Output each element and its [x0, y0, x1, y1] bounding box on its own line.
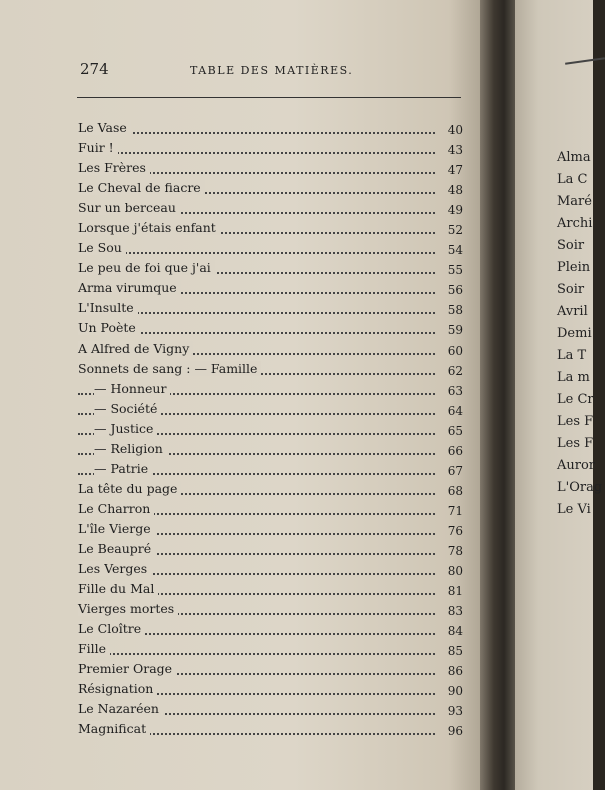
- toc-entry-page: 71: [447, 503, 463, 518]
- toc-entry: [78, 439, 463, 459]
- right-page: [515, 0, 603, 790]
- toc-entry-title: Fille: [78, 641, 110, 656]
- toc-entry-page: 65: [447, 423, 463, 438]
- toc-entry-page: 62: [447, 363, 463, 378]
- toc-entry-page: 58: [447, 303, 463, 318]
- toc-entry-title: Le Sou: [78, 240, 126, 255]
- toc-entry: [78, 379, 463, 399]
- toc-entry-page: 80: [447, 564, 463, 579]
- toc-entry-page: 86: [447, 664, 463, 679]
- toc-entry: [78, 519, 463, 539]
- toc-entry-title: Fille du Mal: [78, 581, 158, 596]
- toc-entry: [78, 459, 463, 479]
- toc-entry: [78, 158, 463, 178]
- toc-entry-title: Les Verges: [78, 561, 151, 576]
- toc-entry-title: Magnificat: [78, 721, 150, 736]
- right-page-entry: Plein: [557, 260, 591, 275]
- right-page-entry: Les F: [557, 414, 594, 429]
- toc-entry: [78, 399, 463, 419]
- toc-entry-title: — Société: [94, 401, 161, 416]
- toc-entry-title: — Patrie: [94, 461, 152, 476]
- right-page-entry: Soir: [557, 238, 585, 253]
- toc-entry: [78, 559, 463, 579]
- right-page-entry: Soir: [557, 282, 585, 297]
- toc-entry-page: 43: [447, 143, 463, 158]
- toc-entry-title: — Honneur: [94, 381, 170, 396]
- toc-entry-page: 48: [447, 183, 463, 198]
- right-page-entry: Le Vi: [557, 502, 591, 517]
- toc-entry-title: Un Poète: [78, 320, 140, 335]
- toc-entry: [78, 539, 463, 559]
- toc-entry-page: 52: [447, 223, 463, 238]
- toc-entry: [78, 258, 463, 278]
- toc-entry-title: Lorsque j'étais enfant: [78, 220, 220, 235]
- toc-entry-page: 96: [447, 724, 463, 739]
- toc-entry-page: 55: [447, 263, 463, 278]
- toc-entry: [78, 719, 463, 739]
- toc-entry: [78, 238, 463, 258]
- toc-entry-title: Sur un berceau: [78, 200, 180, 215]
- toc-entry-title: — Religion: [94, 441, 167, 456]
- toc-entry-title: Le Cloître: [78, 621, 145, 636]
- toc-entry: [78, 479, 463, 499]
- toc-entry: [78, 218, 463, 238]
- toc-entry-title: Premier Orage: [78, 661, 176, 676]
- toc-entry: [78, 318, 463, 338]
- toc-entry-page: 60: [447, 343, 463, 358]
- toc-entry-title: La tête du page: [78, 481, 181, 496]
- right-page-entry: L'Orag: [557, 480, 603, 495]
- toc-entry: [78, 639, 463, 659]
- right-page-entries: [557, 150, 602, 524]
- toc-entry-page: 40: [447, 123, 463, 137]
- running-title: TABLE DES MATIÈRES.: [190, 64, 354, 77]
- right-page-entry: Les F: [557, 436, 594, 451]
- toc-entry: [78, 499, 463, 519]
- toc-entry-page: 90: [447, 684, 463, 699]
- toc-entry: [78, 118, 463, 138]
- toc-entry: [78, 138, 463, 158]
- toc-entry-title: A Alfred de Vigny: [78, 341, 193, 356]
- toc-entry-title: Le Vase: [78, 120, 131, 135]
- toc-entry-title: Le Cheval de fiacre: [78, 180, 205, 195]
- toc-entry-title: Résignation: [78, 681, 157, 696]
- table-of-contents: [78, 118, 463, 739]
- toc-entry-page: 66: [447, 443, 463, 458]
- dot-leader: [78, 241, 435, 254]
- toc-entry-page: 67: [447, 463, 463, 478]
- toc-entry-title: Sonnets de sang : — Famille: [78, 361, 261, 376]
- toc-entry-page: 64: [447, 403, 463, 418]
- toc-entry-page: 68: [447, 483, 463, 498]
- toc-entry-title: Le Beaupré: [78, 541, 155, 556]
- toc-entry-page: 84: [447, 624, 463, 639]
- right-page-entry: Auror: [557, 458, 596, 473]
- right-page-entry: Maré: [557, 194, 592, 209]
- right-page-header-mark: [565, 57, 605, 65]
- toc-entry-page: 59: [447, 323, 463, 338]
- right-page-entry: La C: [557, 172, 588, 187]
- toc-entry: [78, 339, 463, 359]
- toc-entry-page: 76: [447, 523, 463, 538]
- toc-entry-page: 81: [447, 584, 463, 599]
- header-rule: [77, 97, 461, 98]
- toc-entry-page: 47: [447, 163, 463, 178]
- book-gutter: [480, 0, 520, 790]
- toc-entry: [78, 178, 463, 198]
- toc-entry-title: L'Insulte: [78, 300, 138, 315]
- toc-entry-page: 63: [447, 383, 463, 398]
- toc-entry-title: Le peu de foi que j'ai: [78, 260, 215, 275]
- toc-entry: [78, 579, 463, 599]
- right-page-entry: La m: [557, 370, 590, 385]
- dot-leader: [78, 121, 435, 134]
- toc-entry-page: 78: [447, 543, 463, 558]
- toc-entry: [78, 619, 463, 639]
- page-number: 274: [80, 60, 109, 78]
- right-page-entry: La T: [557, 348, 587, 363]
- toc-entry-page: 49: [447, 203, 463, 218]
- toc-entry-title: — Justice: [94, 421, 157, 436]
- toc-entry: [78, 699, 463, 719]
- toc-entry: [78, 419, 463, 439]
- toc-entry-title: Fuir !: [78, 140, 118, 155]
- toc-entry-title: L'île Vierge: [78, 521, 155, 536]
- toc-entry-title: Vierges mortes: [78, 601, 178, 616]
- dot-leader: [78, 141, 435, 154]
- right-page-entry: Alma: [557, 150, 591, 165]
- right-page-entry: Demi: [557, 326, 592, 341]
- toc-entry-title: Le Nazaréen: [78, 701, 163, 716]
- toc-entry-title: Le Charron: [78, 501, 154, 516]
- toc-entry: [78, 359, 463, 379]
- toc-entry: [78, 298, 463, 318]
- right-page-entry: Le Cr: [557, 392, 594, 407]
- toc-entry: [78, 679, 463, 699]
- toc-entry-page: 83: [447, 604, 463, 619]
- toc-entry-page: 54: [447, 243, 463, 258]
- page-header: [80, 60, 460, 82]
- toc-entry-page: 93: [447, 704, 463, 719]
- right-page-entry: Archi: [557, 216, 593, 231]
- toc-entry: [78, 278, 463, 298]
- toc-entry: [78, 198, 463, 218]
- toc-entry-page: 56: [447, 283, 463, 298]
- toc-entry: [78, 659, 463, 679]
- dot-leader: [78, 642, 435, 655]
- toc-entry-title: Arma virumque: [78, 280, 181, 295]
- toc-entry: [78, 599, 463, 619]
- toc-entry-page: 85: [447, 644, 463, 659]
- right-page-entry: Avril: [557, 304, 588, 319]
- toc-entry-title: Les Frères: [78, 160, 150, 175]
